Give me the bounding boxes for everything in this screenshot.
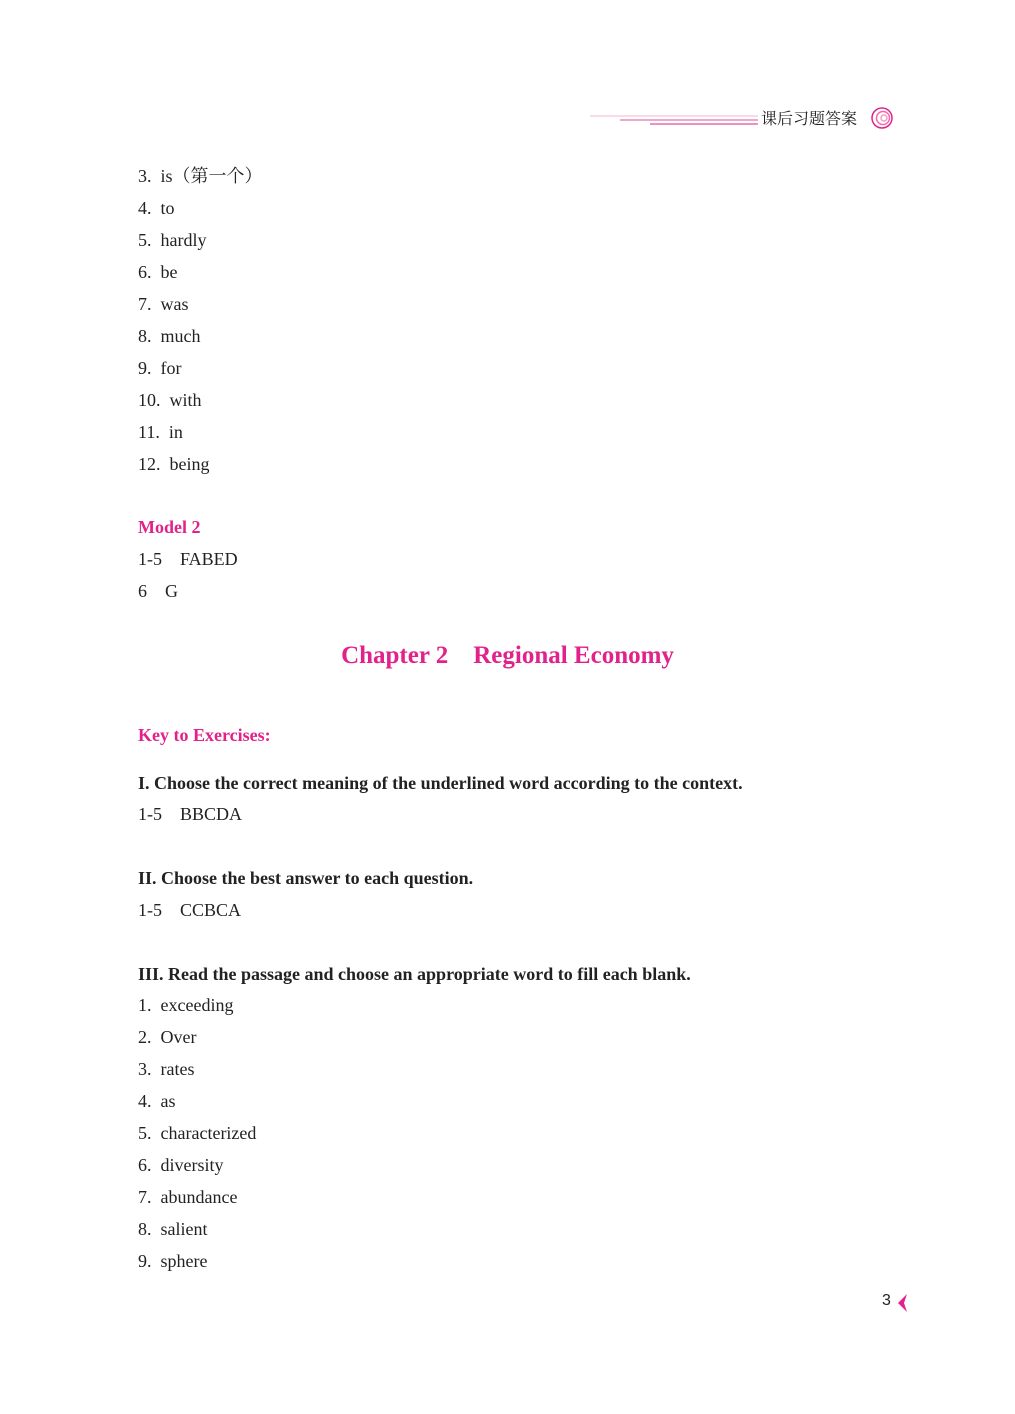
page-header	[590, 104, 900, 134]
list-item: 7. abundance	[138, 1187, 238, 1207]
section-1-question: I. Choose the correct meaning of the underlined word according to the context.	[138, 773, 743, 793]
list-item: 6. diversity	[138, 1155, 224, 1175]
swirl-logo-icon	[870, 106, 894, 130]
list-item: 5. characterized	[138, 1123, 257, 1143]
list-item: 9. sphere	[138, 1251, 208, 1271]
section-1-answer: 1-5 BBCDA	[138, 804, 243, 824]
page-number: 3	[882, 1292, 891, 1309]
header-title: 课后习题答案	[761, 109, 858, 128]
section-2-answer: 1-5 CCBCA	[138, 900, 242, 920]
list-item: 7. was	[138, 294, 189, 314]
list-item: 10. with	[138, 390, 202, 410]
key-to-exercises-heading: Key to Exercises:	[138, 725, 271, 745]
chapter-title: Chapter 2 Regional Economy	[341, 642, 674, 669]
header-decoration-lines	[590, 112, 758, 128]
list-item: 6. be	[138, 262, 178, 282]
list-item: 8. much	[138, 326, 201, 346]
model-2-heading: Model 2	[138, 517, 201, 537]
list-item: 3. rates	[138, 1059, 195, 1079]
list-item: 4. as	[138, 1091, 176, 1111]
list-item: 9. for	[138, 358, 182, 378]
section-2-question: II. Choose the best answer to each question.	[138, 868, 474, 888]
list-item: 12. being	[138, 454, 210, 474]
chevron-left-icon	[896, 1292, 908, 1314]
list-item: 2. Over	[138, 1027, 197, 1047]
list-item: 5. hardly	[138, 230, 207, 250]
list-item: 8. salient	[138, 1219, 208, 1239]
list-item: 1. exceeding	[138, 995, 234, 1015]
list-item: 3. is（第一个）	[138, 166, 263, 186]
section-3-question: III. Read the passage and choose an appropriate word to fill each blank.	[138, 964, 691, 984]
list-item: 6 G	[138, 581, 178, 601]
list-item: 11. in	[138, 422, 183, 442]
list-item: 1-5 FABED	[138, 549, 238, 569]
list-item: 4. to	[138, 198, 175, 218]
